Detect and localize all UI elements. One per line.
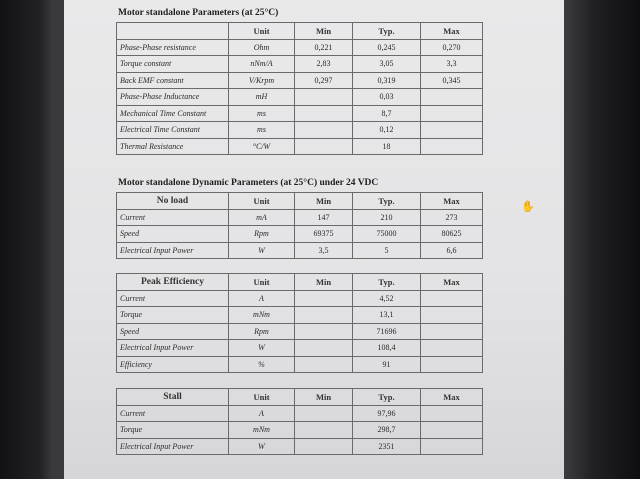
unit-cell: nNm/A xyxy=(229,56,295,73)
document-page xyxy=(64,0,564,479)
max-cell xyxy=(421,323,483,340)
max-cell xyxy=(421,122,483,139)
header-cell: Typ. xyxy=(353,274,421,291)
max-cell xyxy=(421,138,483,155)
table-row xyxy=(117,72,483,89)
table-row xyxy=(117,323,483,340)
row-label: Current xyxy=(117,405,229,422)
max-cell xyxy=(421,405,483,422)
header-cell: Min xyxy=(295,389,353,406)
table-row xyxy=(117,56,483,73)
max-cell: 6,6 xyxy=(421,242,483,259)
typ-cell: 91 xyxy=(353,356,421,373)
max-cell: 273 xyxy=(421,209,483,226)
min-cell xyxy=(295,356,353,373)
hand-cursor-icon: ✋ xyxy=(521,201,535,213)
row-label: Phase-Phase resistance xyxy=(117,39,229,56)
table-row xyxy=(117,405,483,422)
min-cell: 0,297 xyxy=(295,72,353,89)
row-label: Electrical Input Power xyxy=(117,438,229,455)
table-row xyxy=(117,89,483,106)
min-cell: 3,5 xyxy=(295,242,353,259)
typ-cell: 8,7 xyxy=(353,105,421,122)
max-cell xyxy=(421,89,483,106)
unit-cell: °C/W xyxy=(229,138,295,155)
table-row xyxy=(117,422,483,439)
header-cell xyxy=(117,23,229,40)
max-cell: 80625 xyxy=(421,226,483,243)
table-row xyxy=(117,242,483,259)
unit-cell: % xyxy=(229,356,295,373)
table-row xyxy=(117,209,483,226)
typ-cell: 0,12 xyxy=(353,122,421,139)
min-cell: 0,221 xyxy=(295,39,353,56)
typ-cell: 0,03 xyxy=(353,89,421,106)
typ-cell: 5 xyxy=(353,242,421,259)
unit-cell: mNm xyxy=(229,422,295,439)
row-label: Current xyxy=(117,209,229,226)
max-cell xyxy=(421,438,483,455)
typ-cell: 13,1 xyxy=(353,307,421,324)
min-cell xyxy=(295,323,353,340)
table-header-row xyxy=(117,23,483,40)
min-cell xyxy=(295,138,353,155)
min-cell xyxy=(295,105,353,122)
typ-cell: 210 xyxy=(353,209,421,226)
max-cell: 0,270 xyxy=(421,39,483,56)
unit-cell: V/Krpm xyxy=(229,72,295,89)
typ-cell: 18 xyxy=(353,138,421,155)
min-cell xyxy=(295,438,353,455)
header-cell: Max xyxy=(421,389,483,406)
unit-cell: mNm xyxy=(229,307,295,324)
typ-cell: 71696 xyxy=(353,323,421,340)
header-cell: Unit xyxy=(229,274,295,291)
min-cell xyxy=(295,290,353,307)
row-label: Mechanical Time Constant xyxy=(117,105,229,122)
typ-cell: 298,7 xyxy=(353,422,421,439)
typ-cell: 97,96 xyxy=(353,405,421,422)
min-cell: 2,83 xyxy=(295,56,353,73)
stall-table xyxy=(116,388,483,455)
row-label: Electrical Input Power xyxy=(117,242,229,259)
row-label: Torque constant xyxy=(117,56,229,73)
monitor-bezel xyxy=(564,0,640,479)
max-cell xyxy=(421,356,483,373)
max-cell xyxy=(421,422,483,439)
table-header-row xyxy=(117,274,483,291)
peak-efficiency-table xyxy=(116,273,483,373)
header-cell: Min xyxy=(295,23,353,40)
unit-cell: ms xyxy=(229,105,295,122)
table-row xyxy=(117,340,483,357)
unit-cell: Ohm xyxy=(229,39,295,56)
header-cell: Max xyxy=(421,193,483,210)
table-row xyxy=(117,307,483,324)
header-cell: Unit xyxy=(229,389,295,406)
max-cell xyxy=(421,290,483,307)
header-cell: Min xyxy=(295,193,353,210)
header-cell: Stall xyxy=(117,389,229,406)
unit-cell: mH xyxy=(229,89,295,106)
unit-cell: W xyxy=(229,438,295,455)
table-header-row xyxy=(117,193,483,210)
typ-cell: 4,52 xyxy=(353,290,421,307)
header-cell: Max xyxy=(421,23,483,40)
max-cell: 3,3 xyxy=(421,56,483,73)
header-cell: Typ. xyxy=(353,23,421,40)
header-cell: Max xyxy=(421,274,483,291)
row-label: Thermal Resistance xyxy=(117,138,229,155)
row-label: Electrical Input Power xyxy=(117,340,229,357)
unit-cell: ms xyxy=(229,122,295,139)
table-row xyxy=(117,138,483,155)
standalone-parameters-table xyxy=(116,22,483,155)
typ-cell: 2351 xyxy=(353,438,421,455)
row-label: Speed xyxy=(117,323,229,340)
min-cell: 69375 xyxy=(295,226,353,243)
max-cell xyxy=(421,340,483,357)
unit-cell: mA xyxy=(229,209,295,226)
row-label: Speed xyxy=(117,226,229,243)
unit-cell: W xyxy=(229,242,295,259)
typ-cell: 75000 xyxy=(353,226,421,243)
header-cell: Typ. xyxy=(353,193,421,210)
table-row xyxy=(117,105,483,122)
row-label: Torque xyxy=(117,307,229,324)
header-cell: Unit xyxy=(229,23,295,40)
header-cell: Min xyxy=(295,274,353,291)
unit-cell: A xyxy=(229,405,295,422)
typ-cell: 108,4 xyxy=(353,340,421,357)
typ-cell: 0,319 xyxy=(353,72,421,89)
table-row xyxy=(117,356,483,373)
header-cell: Unit xyxy=(229,193,295,210)
section-title-dynamic: Motor standalone Dynamic Parameters (at 25°C) under 24 VDC xyxy=(118,178,379,188)
unit-cell: A xyxy=(229,290,295,307)
row-label: Efficiency xyxy=(117,356,229,373)
row-label: Electrical Time Constant xyxy=(117,122,229,139)
header-cell: No load xyxy=(117,193,229,210)
max-cell xyxy=(421,307,483,324)
min-cell xyxy=(295,122,353,139)
typ-cell: 0,245 xyxy=(353,39,421,56)
header-cell: Typ. xyxy=(353,389,421,406)
unit-cell: Rpm xyxy=(229,323,295,340)
min-cell xyxy=(295,405,353,422)
min-cell xyxy=(295,422,353,439)
unit-cell: Rpm xyxy=(229,226,295,243)
max-cell xyxy=(421,105,483,122)
row-label: Torque xyxy=(117,422,229,439)
table-row xyxy=(117,122,483,139)
section-title-standalone: Motor standalone Parameters (at 25°C) xyxy=(118,8,279,18)
unit-cell: W xyxy=(229,340,295,357)
min-cell xyxy=(295,340,353,357)
min-cell xyxy=(295,89,353,106)
table-row xyxy=(117,438,483,455)
table-row xyxy=(117,226,483,243)
row-label: Phase-Phase Inductance xyxy=(117,89,229,106)
row-label: Back EMF constant xyxy=(117,72,229,89)
typ-cell: 3,05 xyxy=(353,56,421,73)
table-header-row xyxy=(117,389,483,406)
row-label: Current xyxy=(117,290,229,307)
table-row xyxy=(117,290,483,307)
no-load-table xyxy=(116,192,483,259)
min-cell: 147 xyxy=(295,209,353,226)
header-cell: Peak Efficiency xyxy=(117,274,229,291)
table-row xyxy=(117,39,483,56)
min-cell xyxy=(295,307,353,324)
max-cell: 0,345 xyxy=(421,72,483,89)
